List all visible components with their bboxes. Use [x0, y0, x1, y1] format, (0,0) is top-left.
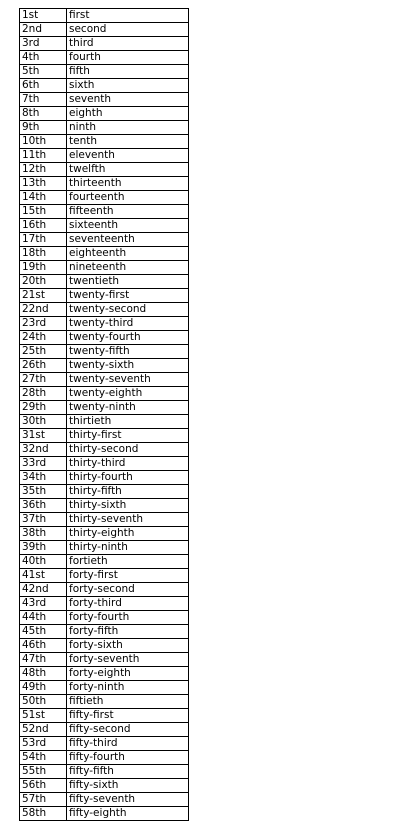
- ordinal-word-cell[interactable]: tenth: [67, 135, 189, 149]
- ordinal-abbrev-cell[interactable]: 22nd: [20, 303, 67, 317]
- ordinal-word-cell[interactable]: fifty-fourth: [67, 751, 189, 765]
- table-row: [20, 793, 189, 807]
- ordinal-word-cell[interactable]: forty-fourth: [67, 611, 189, 625]
- ordinal-abbrev-cell[interactable]: 57th: [20, 793, 67, 807]
- ordinal-word-cell[interactable]: fourteenth: [67, 191, 189, 205]
- table-row: [20, 429, 189, 443]
- ordinal-abbrev-cell[interactable]: 14th: [20, 191, 67, 205]
- table-row: [20, 149, 189, 163]
- ordinal-abbrev-cell[interactable]: 58th: [20, 807, 67, 821]
- table-row: [20, 79, 189, 93]
- ordinal-word-cell[interactable]: thirty-ninth: [67, 541, 189, 555]
- table-row: [20, 317, 189, 331]
- ordinal-word-cell[interactable]: twenty-second: [67, 303, 189, 317]
- table-row: [20, 695, 189, 709]
- ordinal-word-cell[interactable]: thirty-fourth: [67, 471, 189, 485]
- table-row: [20, 205, 189, 219]
- ordinal-abbrev-cell[interactable]: 7th: [20, 93, 67, 107]
- table-row: [20, 681, 189, 695]
- table-row: [20, 415, 189, 429]
- ordinal-word-cell[interactable]: second: [67, 23, 189, 37]
- ordinal-word-cell[interactable]: fiftieth: [67, 695, 189, 709]
- table-row: [20, 331, 189, 345]
- table-row: [20, 639, 189, 653]
- ordinal-word-cell[interactable]: eleventh: [67, 149, 189, 163]
- ordinal-word-cell[interactable]: ninth: [67, 121, 189, 135]
- ordinal-abbrev-cell[interactable]: 29th: [20, 401, 67, 415]
- ordinal-abbrev-cell[interactable]: 50th: [20, 695, 67, 709]
- ordinal-word-cell[interactable]: fifty-third: [67, 737, 189, 751]
- ordinal-word-cell[interactable]: thirty-seventh: [67, 513, 189, 527]
- ordinal-word-cell[interactable]: twenty-first: [67, 289, 189, 303]
- ordinal-abbrev-cell[interactable]: 19th: [20, 261, 67, 275]
- ordinal-abbrev-cell[interactable]: 4th: [20, 51, 67, 65]
- table-row: [20, 443, 189, 457]
- table-row: [20, 23, 189, 37]
- table-row: [20, 135, 189, 149]
- ordinal-abbrev-cell[interactable]: 8th: [20, 107, 67, 121]
- ordinal-abbrev-cell[interactable]: 40th: [20, 555, 67, 569]
- table-row: [20, 121, 189, 135]
- ordinal-abbrev-cell[interactable]: 5th: [20, 65, 67, 79]
- table-row: [20, 583, 189, 597]
- ordinal-word-cell[interactable]: thirty-first: [67, 429, 189, 443]
- table-row: [20, 653, 189, 667]
- table-row: [20, 499, 189, 513]
- table-row: [20, 597, 189, 611]
- ordinal-word-cell[interactable]: sixteenth: [67, 219, 189, 233]
- ordinal-word-cell[interactable]: forty-eighth: [67, 667, 189, 681]
- table-row: [20, 527, 189, 541]
- ordinal-abbrev-cell[interactable]: 48th: [20, 667, 67, 681]
- ordinal-abbrev-cell[interactable]: 16th: [20, 219, 67, 233]
- table-row: [20, 485, 189, 499]
- ordinal-word-cell[interactable]: thirtieth: [67, 415, 189, 429]
- ordinal-abbrev-cell[interactable]: 37th: [20, 513, 67, 527]
- table-row: [20, 751, 189, 765]
- ordinal-word-cell[interactable]: forty-ninth: [67, 681, 189, 695]
- table-row: [20, 737, 189, 751]
- ordinal-abbrev-cell[interactable]: 43rd: [20, 597, 67, 611]
- ordinal-word-cell[interactable]: twelfth: [67, 163, 189, 177]
- table-row: [20, 471, 189, 485]
- ordinal-word-cell[interactable]: thirty-fifth: [67, 485, 189, 499]
- ordinal-abbrev-cell[interactable]: 3rd: [20, 37, 67, 51]
- ordinal-word-cell[interactable]: fortieth: [67, 555, 189, 569]
- ordinal-abbrev-cell[interactable]: 9th: [20, 121, 67, 135]
- ordinal-word-cell[interactable]: fifty-seventh: [67, 793, 189, 807]
- ordinal-word-cell[interactable]: thirty-sixth: [67, 499, 189, 513]
- ordinal-word-cell[interactable]: fourth: [67, 51, 189, 65]
- ordinal-abbrev-cell[interactable]: 51st: [20, 709, 67, 723]
- ordinal-word-cell[interactable]: twenty-eighth: [67, 387, 189, 401]
- table-row: [20, 219, 189, 233]
- ordinal-word-cell[interactable]: first: [67, 9, 189, 23]
- ordinal-abbrev-cell[interactable]: 53rd: [20, 737, 67, 751]
- ordinal-word-cell[interactable]: sixth: [67, 79, 189, 93]
- ordinal-abbrev-cell[interactable]: 39th: [20, 541, 67, 555]
- ordinal-word-cell[interactable]: forty-first: [67, 569, 189, 583]
- ordinal-abbrev-cell[interactable]: 26th: [20, 359, 67, 373]
- ordinal-abbrev-cell[interactable]: 47th: [20, 653, 67, 667]
- ordinal-word-cell[interactable]: seventh: [67, 93, 189, 107]
- ordinal-word-cell[interactable]: twenty-ninth: [67, 401, 189, 415]
- ordinal-abbrev-cell[interactable]: 31st: [20, 429, 67, 443]
- table-row: [20, 667, 189, 681]
- ordinal-word-cell[interactable]: forty-second: [67, 583, 189, 597]
- ordinal-word-cell[interactable]: fifty-fifth: [67, 765, 189, 779]
- table-row: [20, 261, 189, 275]
- ordinal-abbrev-cell[interactable]: 11th: [20, 149, 67, 163]
- ordinal-abbrev-cell[interactable]: 56th: [20, 779, 67, 793]
- ordinal-abbrev-cell[interactable]: 32nd: [20, 443, 67, 457]
- ordinal-word-cell[interactable]: nineteenth: [67, 261, 189, 275]
- table-row: [20, 93, 189, 107]
- ordinal-abbrev-cell[interactable]: 33rd: [20, 457, 67, 471]
- table-row: [20, 9, 189, 23]
- table-row: [20, 303, 189, 317]
- table-row: [20, 345, 189, 359]
- ordinal-word-cell[interactable]: thirty-second: [67, 443, 189, 457]
- ordinal-word-cell[interactable]: third: [67, 37, 189, 51]
- ordinal-abbrev-cell[interactable]: 12th: [20, 163, 67, 177]
- table-row: [20, 359, 189, 373]
- ordinal-abbrev-cell[interactable]: 38th: [20, 527, 67, 541]
- ordinal-abbrev-cell[interactable]: 54th: [20, 751, 67, 765]
- ordinal-abbrev-cell[interactable]: 34th: [20, 471, 67, 485]
- ordinal-abbrev-cell[interactable]: 30th: [20, 415, 67, 429]
- table-row: [20, 177, 189, 191]
- table-row: [20, 611, 189, 625]
- table-row: [20, 765, 189, 779]
- ordinal-word-cell[interactable]: fifty-eighth: [67, 807, 189, 821]
- ordinal-abbrev-cell[interactable]: 23rd: [20, 317, 67, 331]
- ordinal-abbrev-cell[interactable]: 27th: [20, 373, 67, 387]
- table-row: [20, 65, 189, 79]
- table-row: [20, 779, 189, 793]
- ordinal-word-cell[interactable]: fifty-sixth: [67, 779, 189, 793]
- ordinal-abbrev-cell[interactable]: 46th: [20, 639, 67, 653]
- table-row: [20, 233, 189, 247]
- ordinal-abbrev-cell[interactable]: 13th: [20, 177, 67, 191]
- ordinal-abbrev-cell[interactable]: 44th: [20, 611, 67, 625]
- ordinal-word-cell[interactable]: forty-third: [67, 597, 189, 611]
- ordinal-table: [19, 8, 189, 821]
- ordinal-word-cell[interactable]: forty-sixth: [67, 639, 189, 653]
- ordinal-abbrev-cell[interactable]: 20th: [20, 275, 67, 289]
- ordinal-abbrev-cell[interactable]: 24th: [20, 331, 67, 345]
- ordinal-word-cell[interactable]: thirty-third: [67, 457, 189, 471]
- ordinal-word-cell[interactable]: thirty-eighth: [67, 527, 189, 541]
- ordinal-abbrev-cell[interactable]: 49th: [20, 681, 67, 695]
- ordinal-word-cell[interactable]: forty-fifth: [67, 625, 189, 639]
- ordinal-abbrev-cell[interactable]: 52nd: [20, 723, 67, 737]
- ordinal-word-cell[interactable]: twenty-sixth: [67, 359, 189, 373]
- table-row: [20, 457, 189, 471]
- table-row: [20, 513, 189, 527]
- ordinal-abbrev-cell[interactable]: 1st: [20, 9, 67, 23]
- table-row: [20, 555, 189, 569]
- ordinal-abbrev-cell[interactable]: 41st: [20, 569, 67, 583]
- ordinal-abbrev-cell[interactable]: 25th: [20, 345, 67, 359]
- ordinal-abbrev-cell[interactable]: 42nd: [20, 583, 67, 597]
- table-row: [20, 569, 189, 583]
- ordinal-abbrev-cell[interactable]: 6th: [20, 79, 67, 93]
- ordinal-word-cell[interactable]: fifty-second: [67, 723, 189, 737]
- table-row: [20, 51, 189, 65]
- ordinal-abbrev-cell[interactable]: 2nd: [20, 23, 67, 37]
- ordinal-word-cell[interactable]: thirteenth: [67, 177, 189, 191]
- ordinal-word-cell[interactable]: forty-seventh: [67, 653, 189, 667]
- table-row: [20, 723, 189, 737]
- table-row: [20, 387, 189, 401]
- table-row: [20, 37, 189, 51]
- ordinal-word-cell[interactable]: twenty-fifth: [67, 345, 189, 359]
- ordinal-abbrev-cell[interactable]: 55th: [20, 765, 67, 779]
- table-row: [20, 807, 189, 821]
- ordinal-abbrev-cell[interactable]: 10th: [20, 135, 67, 149]
- ordinal-abbrev-cell[interactable]: 15th: [20, 205, 67, 219]
- ordinal-word-cell[interactable]: eighth: [67, 107, 189, 121]
- table-row: [20, 373, 189, 387]
- table-row: [20, 709, 189, 723]
- ordinal-word-cell[interactable]: twentieth: [67, 275, 189, 289]
- ordinal-abbrev-cell[interactable]: 28th: [20, 387, 67, 401]
- ordinal-abbrev-cell[interactable]: 18th: [20, 247, 67, 261]
- table-row: [20, 289, 189, 303]
- table-row: [20, 625, 189, 639]
- ordinal-table-body: [20, 9, 189, 821]
- table-row: [20, 275, 189, 289]
- table-row: [20, 107, 189, 121]
- table-row: [20, 541, 189, 555]
- table-row: [20, 401, 189, 415]
- ordinal-word-cell[interactable]: twenty-third: [67, 317, 189, 331]
- table-row: [20, 163, 189, 177]
- ordinal-abbrev-cell[interactable]: 45th: [20, 625, 67, 639]
- ordinal-word-cell[interactable]: fifth: [67, 65, 189, 79]
- ordinal-word-cell[interactable]: eighteenth: [67, 247, 189, 261]
- table-row: [20, 247, 189, 261]
- ordinal-abbrev-cell[interactable]: 36th: [20, 499, 67, 513]
- ordinal-abbrev-cell[interactable]: 17th: [20, 233, 67, 247]
- ordinal-word-cell[interactable]: twenty-seventh: [67, 373, 189, 387]
- table-row: [20, 191, 189, 205]
- ordinal-abbrev-cell[interactable]: 21st: [20, 289, 67, 303]
- ordinal-word-cell[interactable]: seventeenth: [67, 233, 189, 247]
- ordinal-word-cell[interactable]: fifty-first: [67, 709, 189, 723]
- ordinal-abbrev-cell[interactable]: 35th: [20, 485, 67, 499]
- ordinal-word-cell[interactable]: twenty-fourth: [67, 331, 189, 345]
- ordinal-word-cell[interactable]: fifteenth: [67, 205, 189, 219]
